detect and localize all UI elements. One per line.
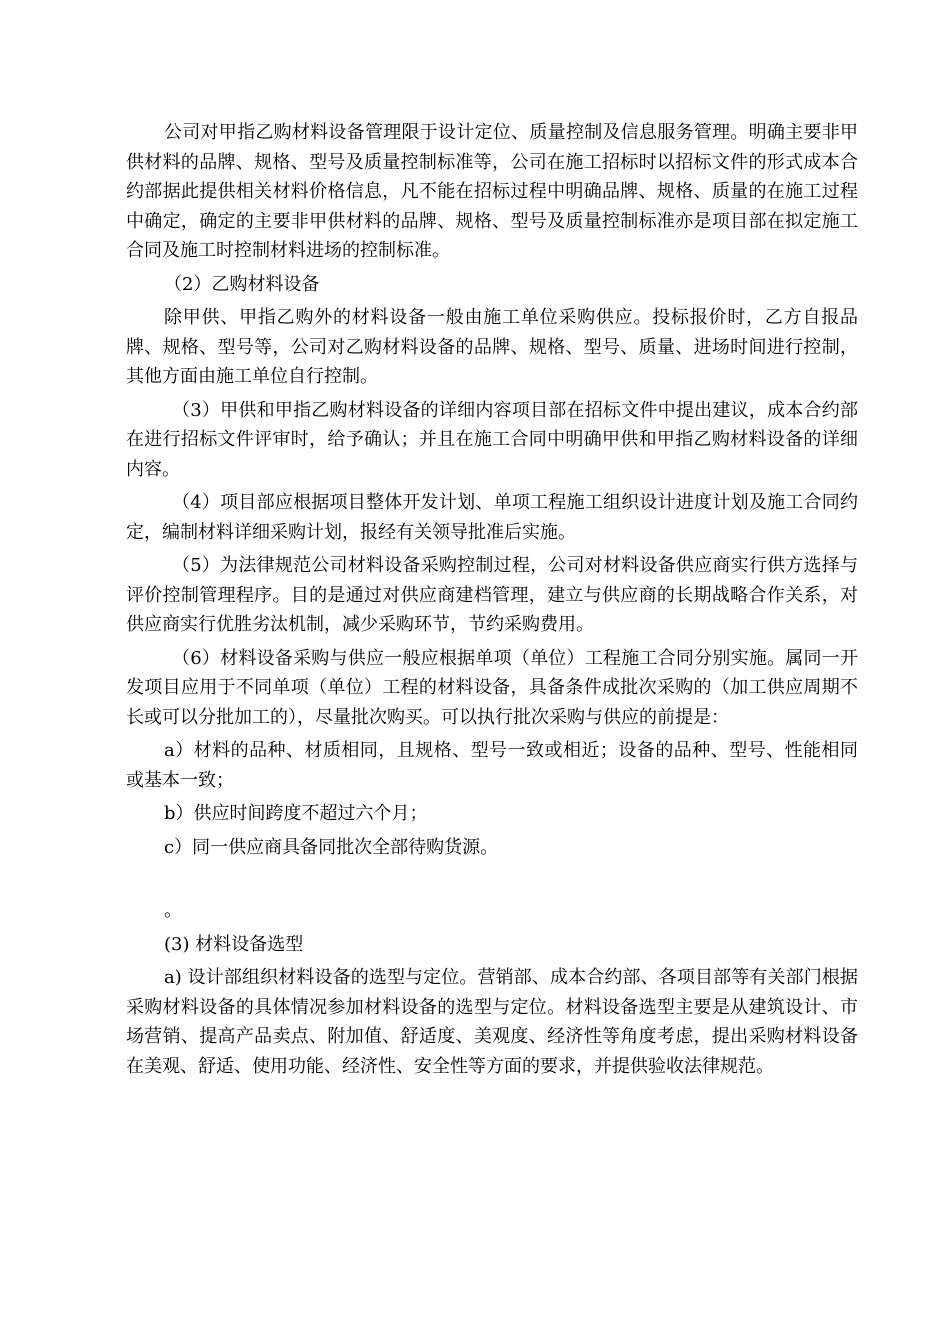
list-item-a: a）材料的品种、材质相同，且规格、型号一致或相近；设备的品种、型号、性能相同或基本一致； <box>126 740 858 791</box>
paragraph-selection-a: a) 设计部组织材料设备的选型与定位。营销部、成本合约部、各项目部等有关部门根据采购材料设备的具体情况参加材料设备的选型与定位。材料设备选型主要是从建筑设计、市场营销、提高产品卖点、附加值、舒适度、美观度、经济性等角度考虑，提出采购材料设备在美观、舒适、使用功能、经济性、安全性等方面的要求，并提供验收法律规范。 <box>126 967 858 1077</box>
list-item-b: b）供应时间跨度不超过六个月； <box>164 803 428 824</box>
paragraph-item-2: 除甲供、甲指乙购外的材料设备一般由施工单位采购供应。投标报价时，乙方自报品牌、规格、型号等，公司对乙购材料设备的品牌、规格、型号、质量、进场时间进行控制，其他方面由施工单位自行控制。 <box>126 307 858 387</box>
paragraph-item-6: （6）材料设备采购与供应一般应根据单项（单位）工程施工合同分别实施。属同一开发项目应用于不同单项（单位）工程的材料设备，具备条件成批次采购的（加工供应周期不长或可以分批加工的），尽量批次购买。可以执行批次采购与供应的前提是： <box>126 647 858 728</box>
stray-mark: 。 <box>164 900 182 921</box>
list-item-c: c）同一供应商具备同批次全部待购货源。 <box>164 836 499 858</box>
heading-material-selection: (3) 材料设备选型 <box>164 933 304 955</box>
spacer <box>126 862 858 896</box>
paragraph-item-5: （5）为法律规范公司材料设备采购控制过程，公司对材料设备供应商实行供方选择与评价控制管理程序。目的是通过对供应商建档管理，建立与供应商的长期战略合作关系，对供应商实行优胜劣汰机制，减少采购环节，节约采购费用。 <box>126 555 858 635</box>
heading-item-2: （2）乙购材料设备 <box>164 273 320 295</box>
paragraph-item-4: （4）项目部应根据项目整体开发计划、单项工程施工组织设计进度计划及施工合同约定，编制材料详细采购计划，报经有关领导批准后实施。 <box>126 492 858 543</box>
document-body <box>126 118 858 1081</box>
paragraph-item-3: （3）甲供和甲指乙购材料设备的详细内容项目部在招标文件中提出建议，成本合约部在进行招标文件评审时，给予确认；并且在施工合同中明确甲供和甲指乙购材料设备的详细内容。 <box>126 399 858 480</box>
paragraph-intro: 公司对甲指乙购材料设备管理限于设计定位、质量控制及信息服务管理。明确主要非甲供材料的品牌、规格、型号及质量控制标准等，公司在施工招标时以招标文件的形式成本合约部据此提供相关材料价格信息，凡不能在招标过程中明确品牌、规格、质量的在施工过程中确定，确定的主要非甲供材料的品牌、规格、型号及质量控制标准亦是项目部在拟定施工合同及施工时控制材料进场的控制标准。 <box>126 122 858 261</box>
